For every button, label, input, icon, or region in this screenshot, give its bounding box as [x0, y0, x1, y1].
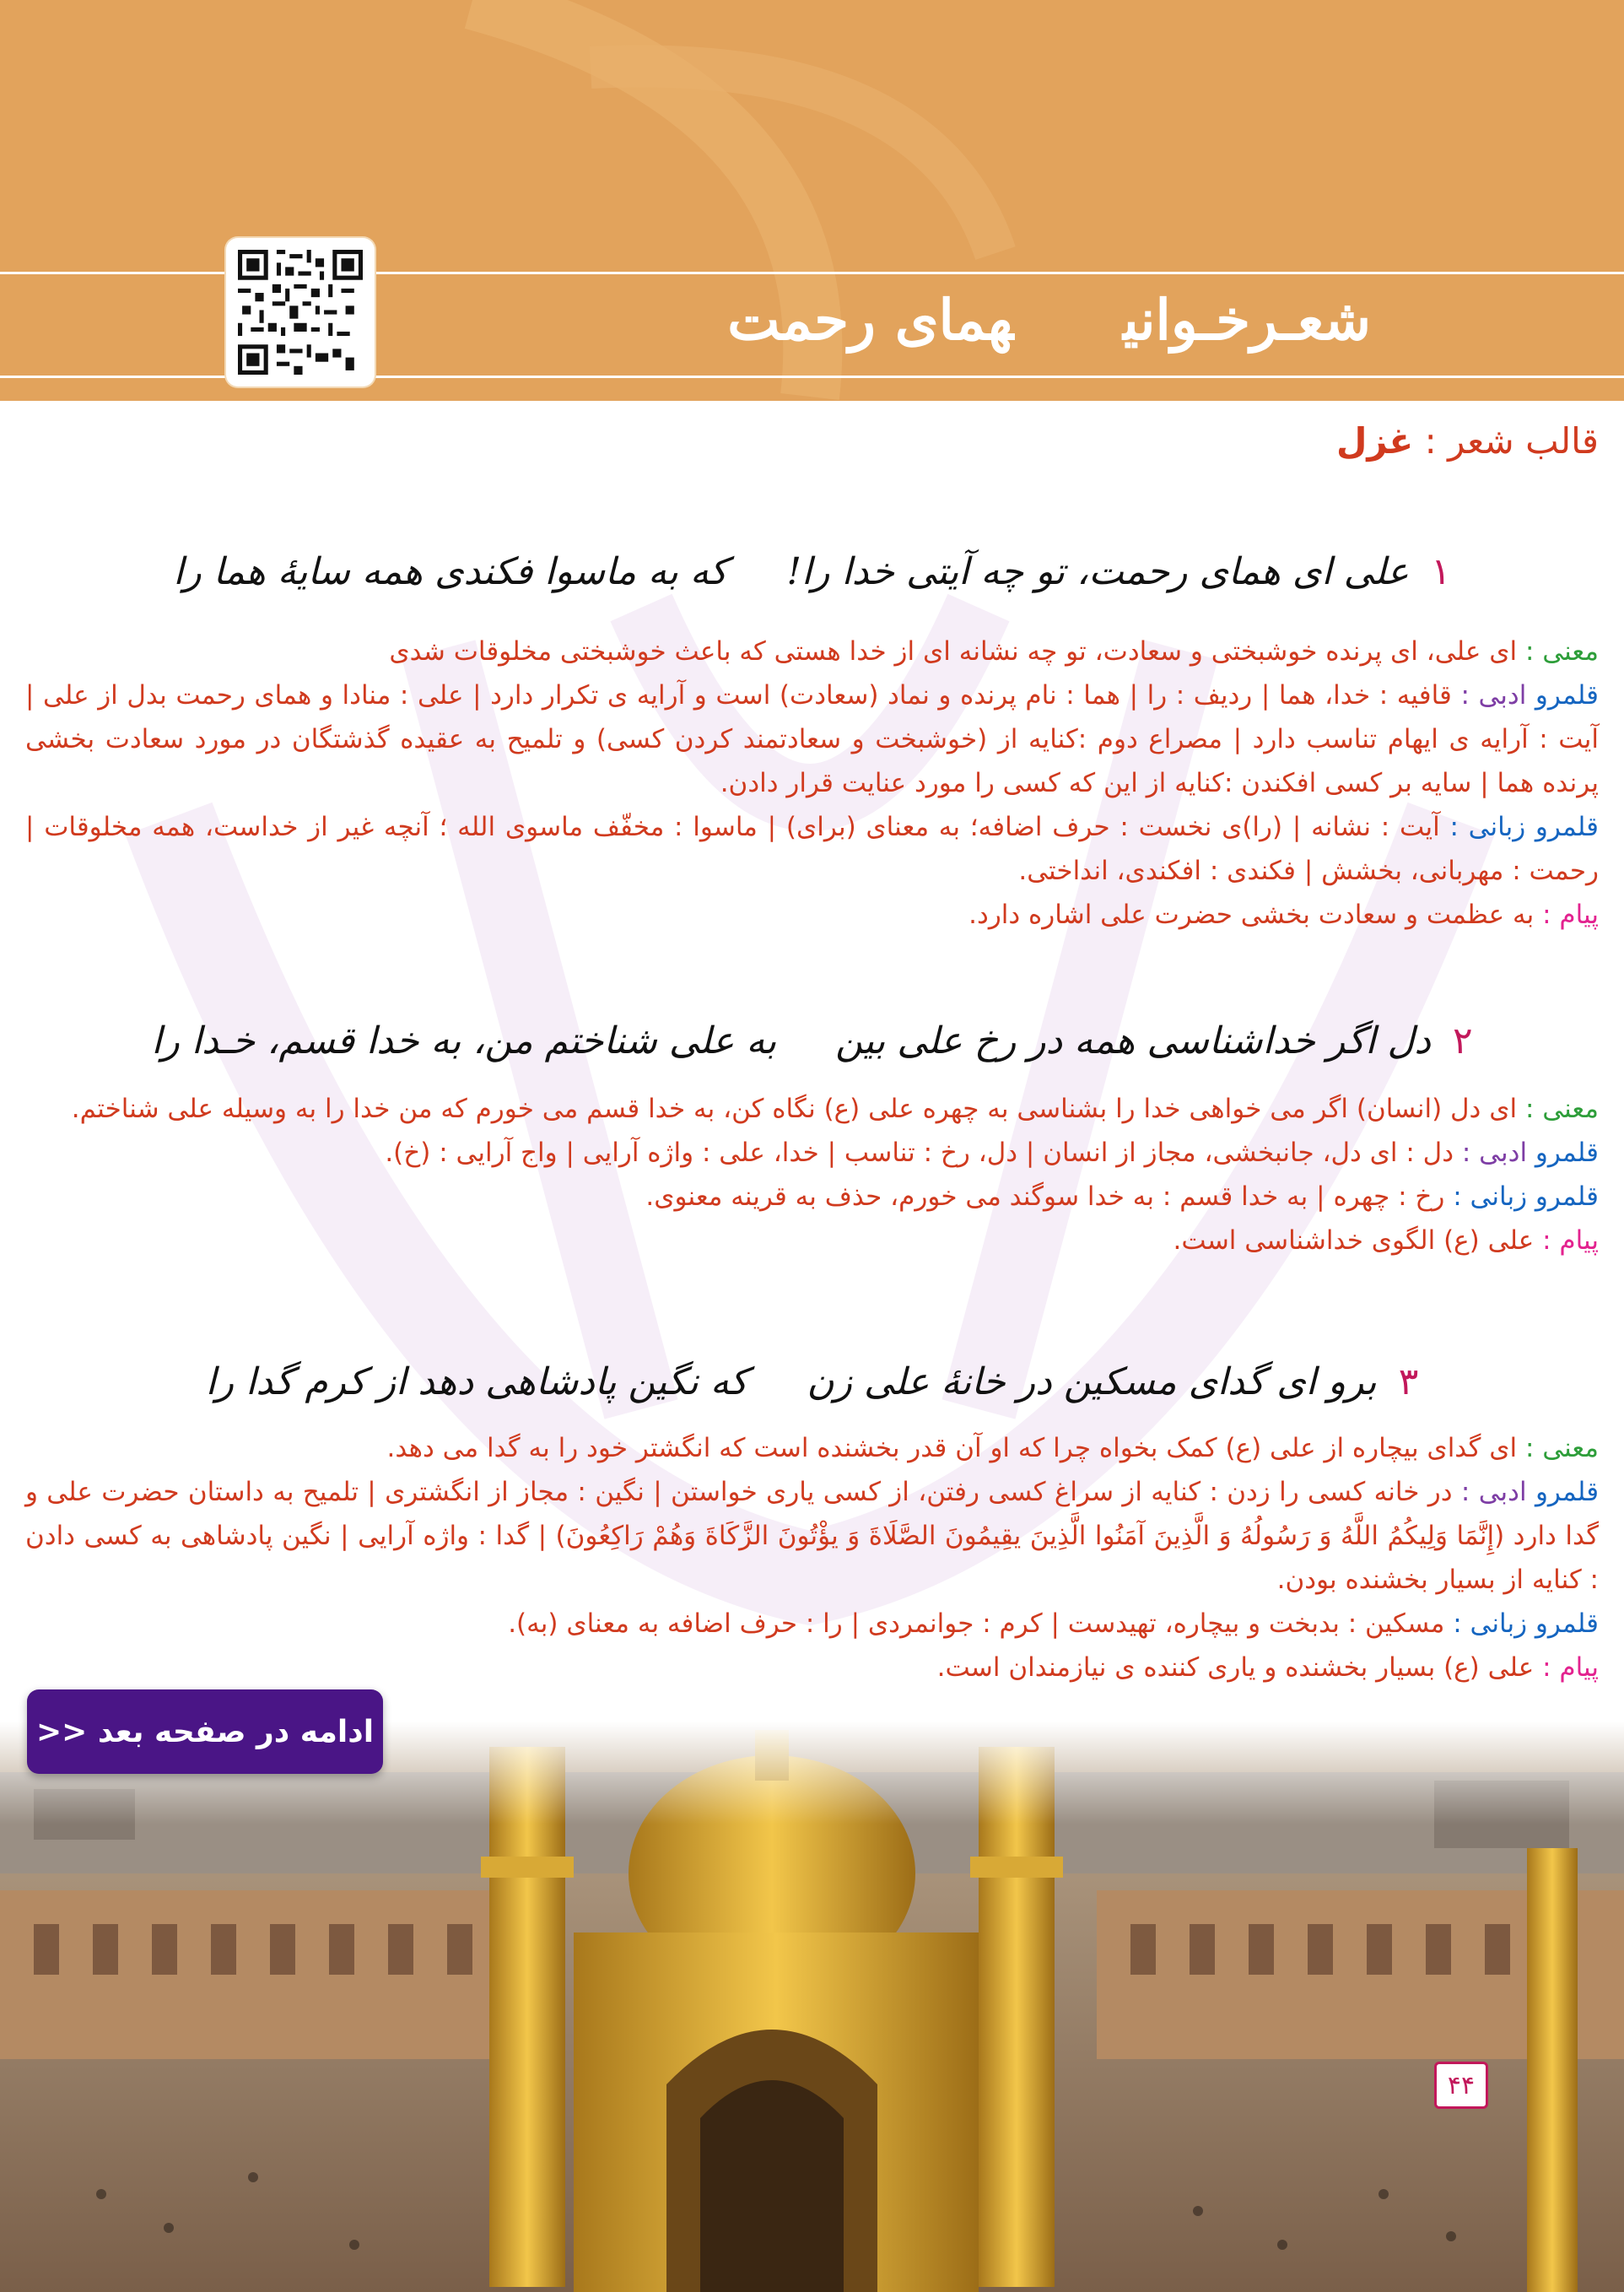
- qr-code-graphic: [238, 250, 363, 375]
- literary-label-2: ادبی :: [1461, 1138, 1528, 1168]
- meaning-text: ای گدای بیچاره از علی (ع) کمک بخواه چرا که او آن قدر بخشنده است که انگشتر خود را به گدا می دهد.: [386, 1433, 1518, 1463]
- meaning-text: ای علی، ای پرنده خوشبختی و سعادت، تو چه نشانه ای از خدا هستی که باعث خوشبختی مخلوقات شدی: [389, 636, 1518, 667]
- literary-text: قافیه : خدا، هما | ردیف : را | هما : نام پرنده و نماد (سعادت) است و آرایه ی تکرار دارد | علی : منادا و همای رحمت بدل از علی | آیت : آرایه ی ایهام تناسب دارد | مصراع دوم :کنایه از (خوشبخت و سعادتمند کردن کسی) و تلمیح به عقیده گذشتگان در مورد سعادت بخشی پرنده هما | سایه بر کسی افکندن :کنایه از این که کسی را مورد عنایت قرار دادن.: [25, 680, 1599, 798]
- verse-hemistich-1: دل اگر خداشناسی همه در رخ علی بین: [835, 1019, 1431, 1062]
- literary-text: در خانه کسی را زدن : کنایه از سراغ کسی رفتن، از کسی یاری خواستن | نگین : مجاز از انگشتری | تلمیح به داستان حضرت علی و گدا دارد (إِنَّمَا وَلِيكُمُ اللَّهُ وَ رَسُولُهُ وَ الَّذِينَ آمَنُوا الَّذِينَ يقِيمُونَ الصَّلَاةَ وَ يؤْتُونَ الزَّكَاةَ وَهُمْ رَاكِعُونَ) | گدا : واژه آرایی | نگین پادشاهی به کسی دادن : کنایه از بسیار بخشنده بودن.: [25, 1477, 1599, 1595]
- linguistic-label: قلمرو زبانی :: [1449, 812, 1599, 842]
- meaning-line: [25, 1426, 1599, 1470]
- literary-line: [25, 673, 1599, 805]
- meaning-label: معنی :: [1524, 1433, 1599, 1463]
- literary-text: دل : ای دل، جانبخشی، مجاز از انسان | دل، رخ : تناسب | خدا، علی : واژه آرایی | واج آرایی : (خ).: [385, 1138, 1454, 1168]
- poem-form-value: غزل: [1335, 420, 1414, 462]
- shrine-photo: [0, 1722, 1624, 2292]
- continue-next-page-button[interactable]: ادامه در صفحه بعد <<: [27, 1689, 383, 1774]
- linguistic-line: [25, 1175, 1599, 1219]
- verse-2: [0, 1019, 1624, 1062]
- linguistic-text: آیت : نشانه | (را)ی نخست : حرف اضافه؛ به معنای (برای) | ماسوا : مخفّف ماسوی الله ؛ آنچه غیر از خداست، همه مخلوقات | رحمت : مهربانی، بخشش | فکندی : افکندی، انداختی.: [25, 812, 1599, 886]
- meaning-line: [25, 1087, 1599, 1131]
- meaning-label: معنی :: [1524, 1094, 1599, 1124]
- meaning-line: [25, 630, 1599, 673]
- message-text: به عظمت و سعادت بخشی حضرت علی اشاره دارد.: [968, 900, 1535, 930]
- literary-line: [25, 1131, 1599, 1175]
- verse-1-notes: [25, 630, 1599, 937]
- message-text: علی (ع) الگوی خداشناسی است.: [1173, 1225, 1535, 1256]
- literary-label-2: ادبی :: [1460, 680, 1527, 711]
- meaning-text: ای دل (انسان) اگر می خواهی خدا را بشناسی به چهره علی (ع) نگاه کن، به خدا قسم می خورم که من خدا را به وسیله علی شناختم.: [71, 1094, 1518, 1124]
- verse-hemistich-1: علی ای همای رحمت، تو چه آیتی خدا را!: [786, 550, 1410, 593]
- message-line: [25, 1219, 1599, 1262]
- header-banner: [0, 0, 1624, 401]
- poem-form-label: قالب شعر :: [1424, 420, 1599, 462]
- verse-hemistich-2: به علی شناختم من، به خدا قسم، خـدا را: [151, 1019, 777, 1062]
- linguistic-label: قلمرو زبانی :: [1453, 1608, 1599, 1639]
- poem-form: [1336, 420, 1599, 462]
- literary-label-1: قلمرو: [1535, 1477, 1600, 1507]
- literary-label-2: ادبی :: [1460, 1477, 1527, 1507]
- message-line: [25, 1646, 1599, 1689]
- page-number: ۴۴: [1434, 2062, 1488, 2109]
- linguistic-line: [25, 1602, 1599, 1646]
- linguistic-text: رخ : چهره | به خدا قسم : به خدا سوگند می خورم، حذف به قرینه معنوی.: [645, 1181, 1445, 1212]
- verse-3-notes: [25, 1426, 1599, 1689]
- linguistic-text: مسکین : بدبخت و بیچاره، تهیدست | کرم : جوانمردی | را : حرف اضافه به معنای (به).: [508, 1608, 1445, 1639]
- verse-number: ۳: [1398, 1360, 1419, 1403]
- title-subtitle: همای رحمت: [727, 287, 1014, 353]
- linguistic-label: قلمرو زبانی :: [1453, 1181, 1599, 1212]
- verse-hemistich-2: که به ماسوا فکندی همه سایهٔ هما را: [173, 550, 728, 593]
- page-title: [727, 287, 1371, 353]
- message-label: پیام :: [1542, 1225, 1599, 1256]
- qr-code-icon[interactable]: [226, 238, 375, 387]
- linguistic-line: [25, 805, 1599, 893]
- meaning-label: معنی :: [1524, 636, 1599, 667]
- message-label: پیام :: [1542, 900, 1599, 930]
- literary-label-1: قلمرو: [1535, 680, 1599, 711]
- message-text: علی (ع) بسیار بخشنده و یاری کننده ی نیازمندان است.: [936, 1652, 1535, 1683]
- verse-3: [0, 1360, 1624, 1403]
- literary-line: [25, 1470, 1599, 1602]
- verse-1: [0, 550, 1624, 593]
- verse-number: ۲: [1452, 1019, 1473, 1062]
- verse-2-notes: [25, 1087, 1599, 1262]
- verse-hemistich-2: که نگین پادشاهی دهد از کرم گدا را: [205, 1360, 748, 1403]
- message-line: [25, 893, 1599, 937]
- literary-label-1: قلمرو: [1535, 1138, 1599, 1168]
- title-main: شعـرخـوانی: [1123, 287, 1371, 353]
- verse-hemistich-1: برو ای گدای مسکین در خانهٔ علی زن: [807, 1360, 1377, 1403]
- message-label: پیام :: [1542, 1652, 1599, 1683]
- verse-number: ۱: [1431, 550, 1451, 593]
